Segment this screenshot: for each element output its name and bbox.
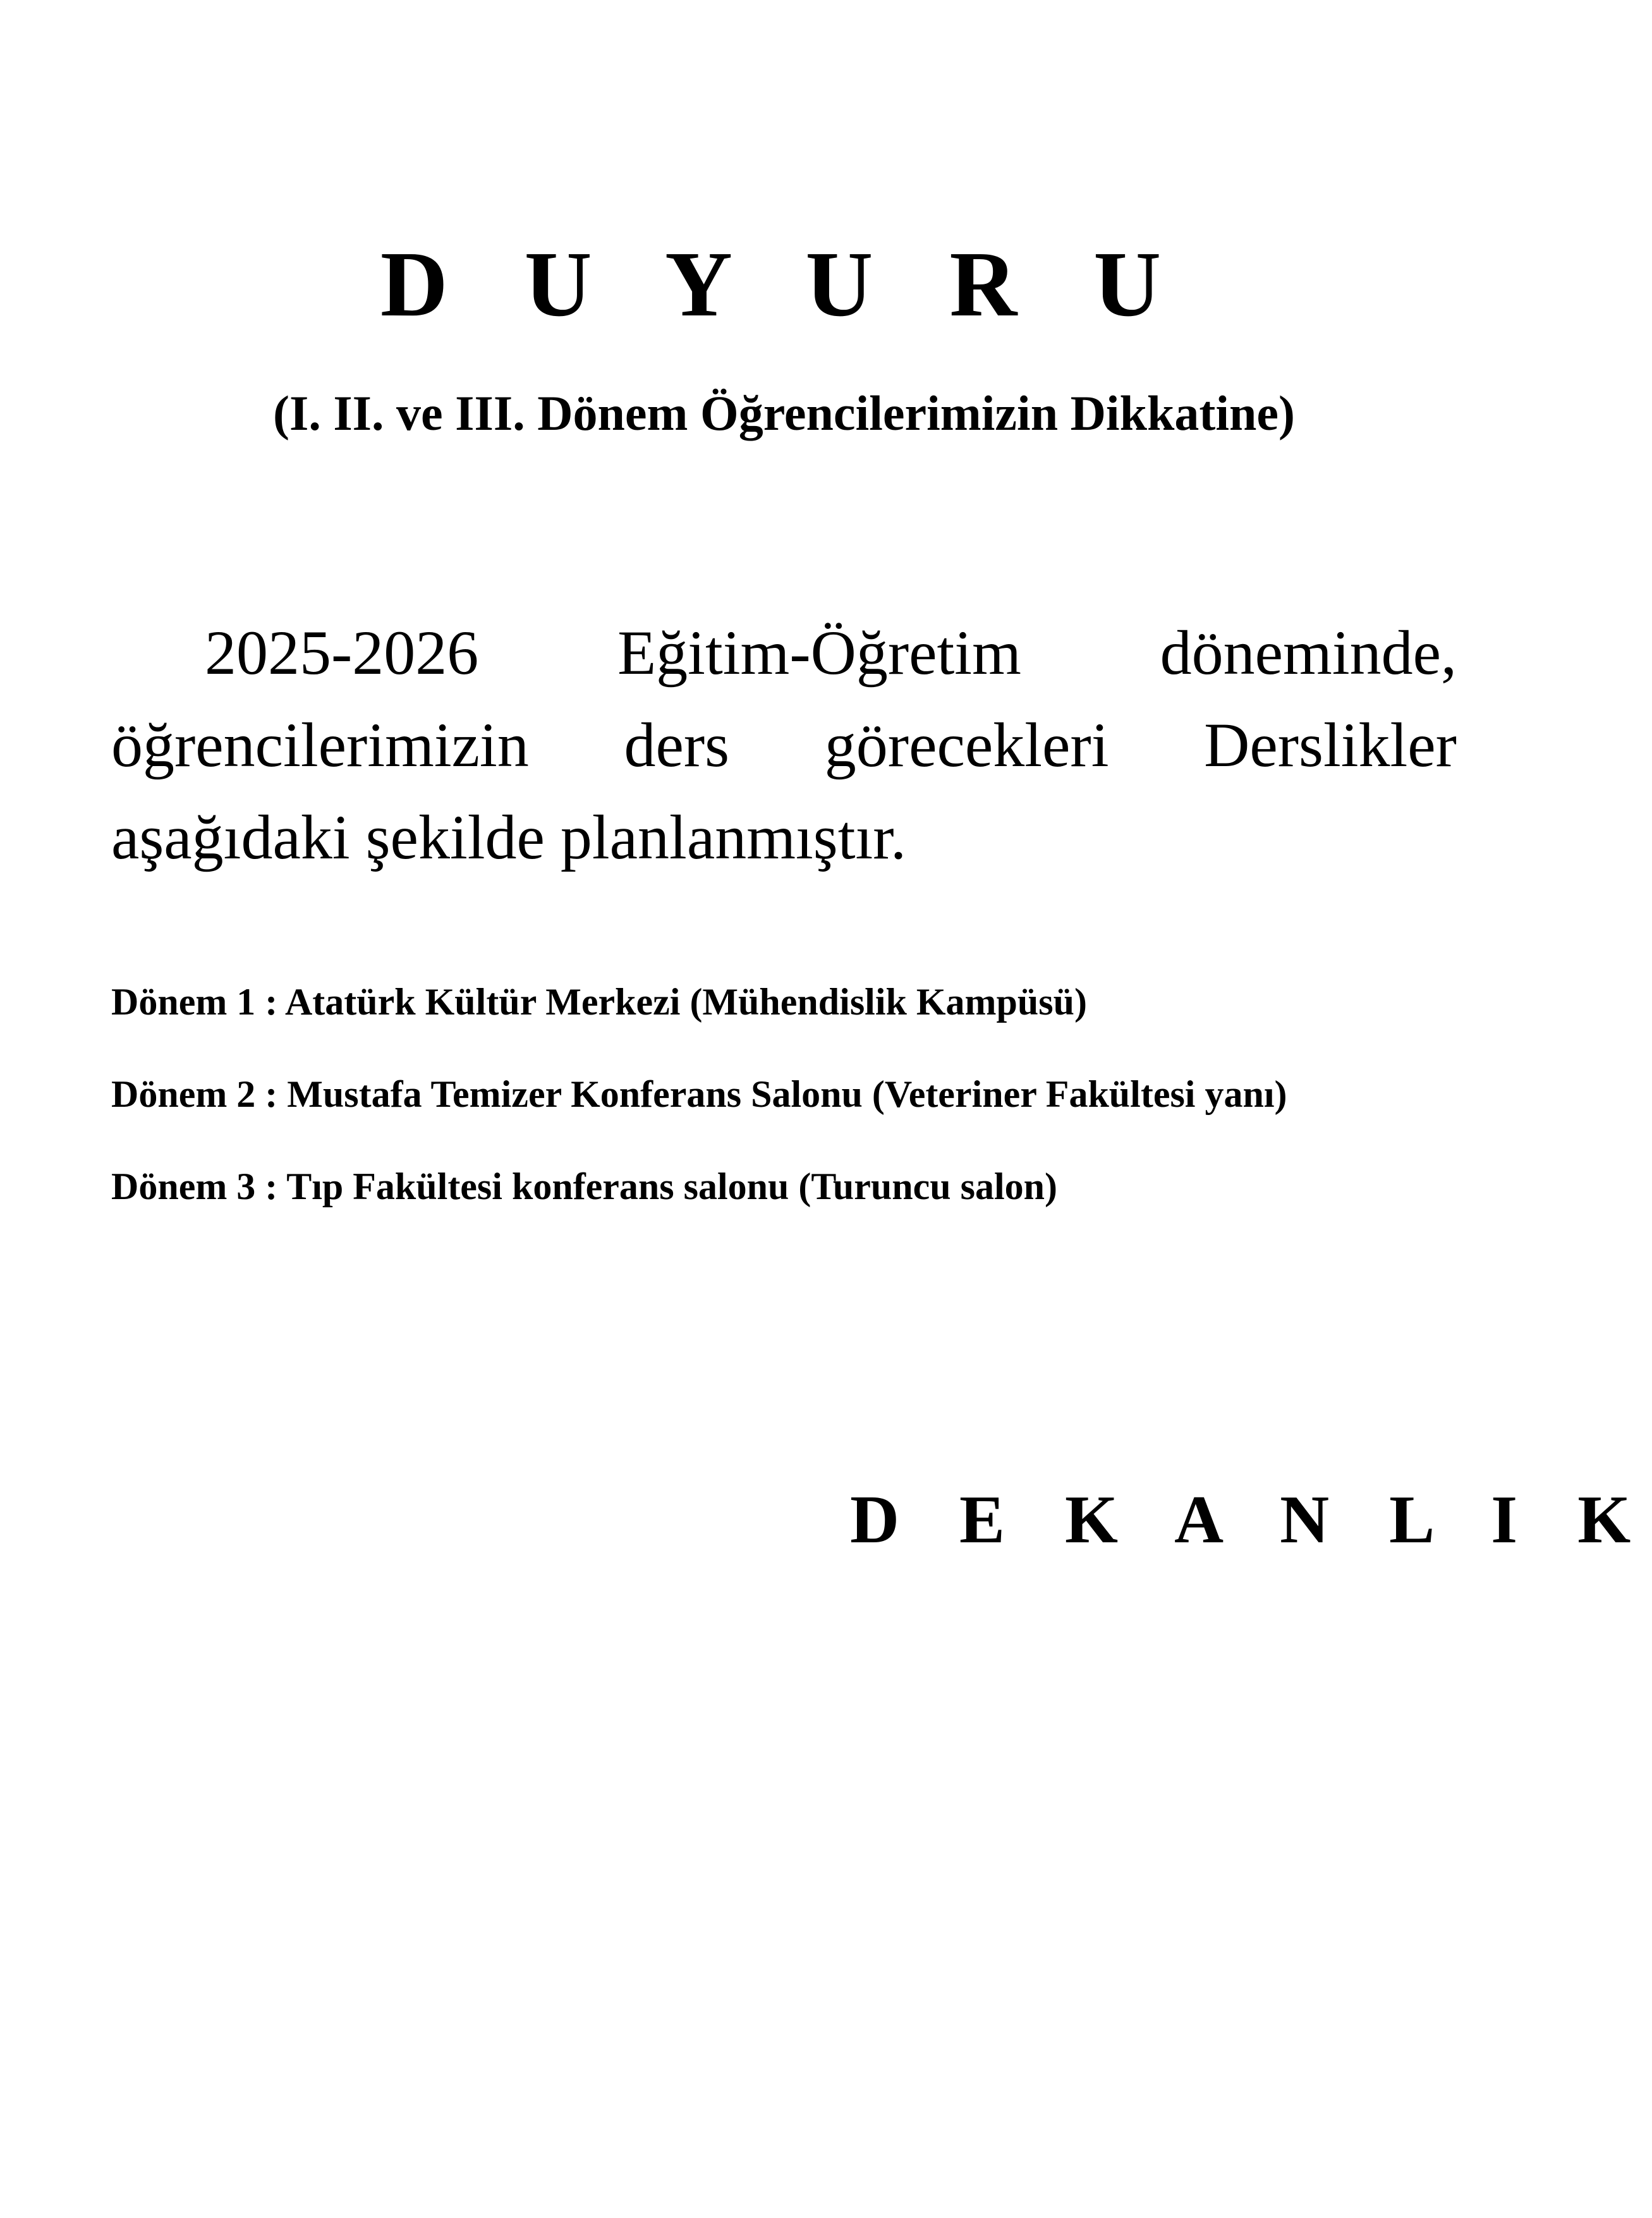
classroom-item-donem-1: Dönem 1 : Atatürk Kültür Merkezi (Mühendislik Kampüsü) [111, 981, 1087, 1023]
announcement-body-text: 2025-2026 Eğitim-Öğretim döneminde, öğrencilerimizin ders görecekleri Derslikler aşağıdaki şekilde planlanmıştır. [111, 618, 1457, 872]
classroom-item-donem-2: Dönem 2 : Mustafa Temizer Konferans Salonu (Veteriner Fakültesi yanı) [111, 1073, 1287, 1115]
announcement-title: D U Y U R U [380, 233, 1188, 336]
signature-dekanlik: D E K A N L I K [850, 1482, 1652, 1557]
announcement-body [111, 607, 1457, 884]
classroom-item-donem-3: Dönem 3 : Tıp Fakültesi konferans salonu (Turuncu salon) [111, 1166, 1058, 1207]
announcement-subtitle: (I. II. ve III. Dönem Öğrencilerimizin Dikkatine) [273, 386, 1295, 441]
classroom-list [111, 977, 1502, 1253]
